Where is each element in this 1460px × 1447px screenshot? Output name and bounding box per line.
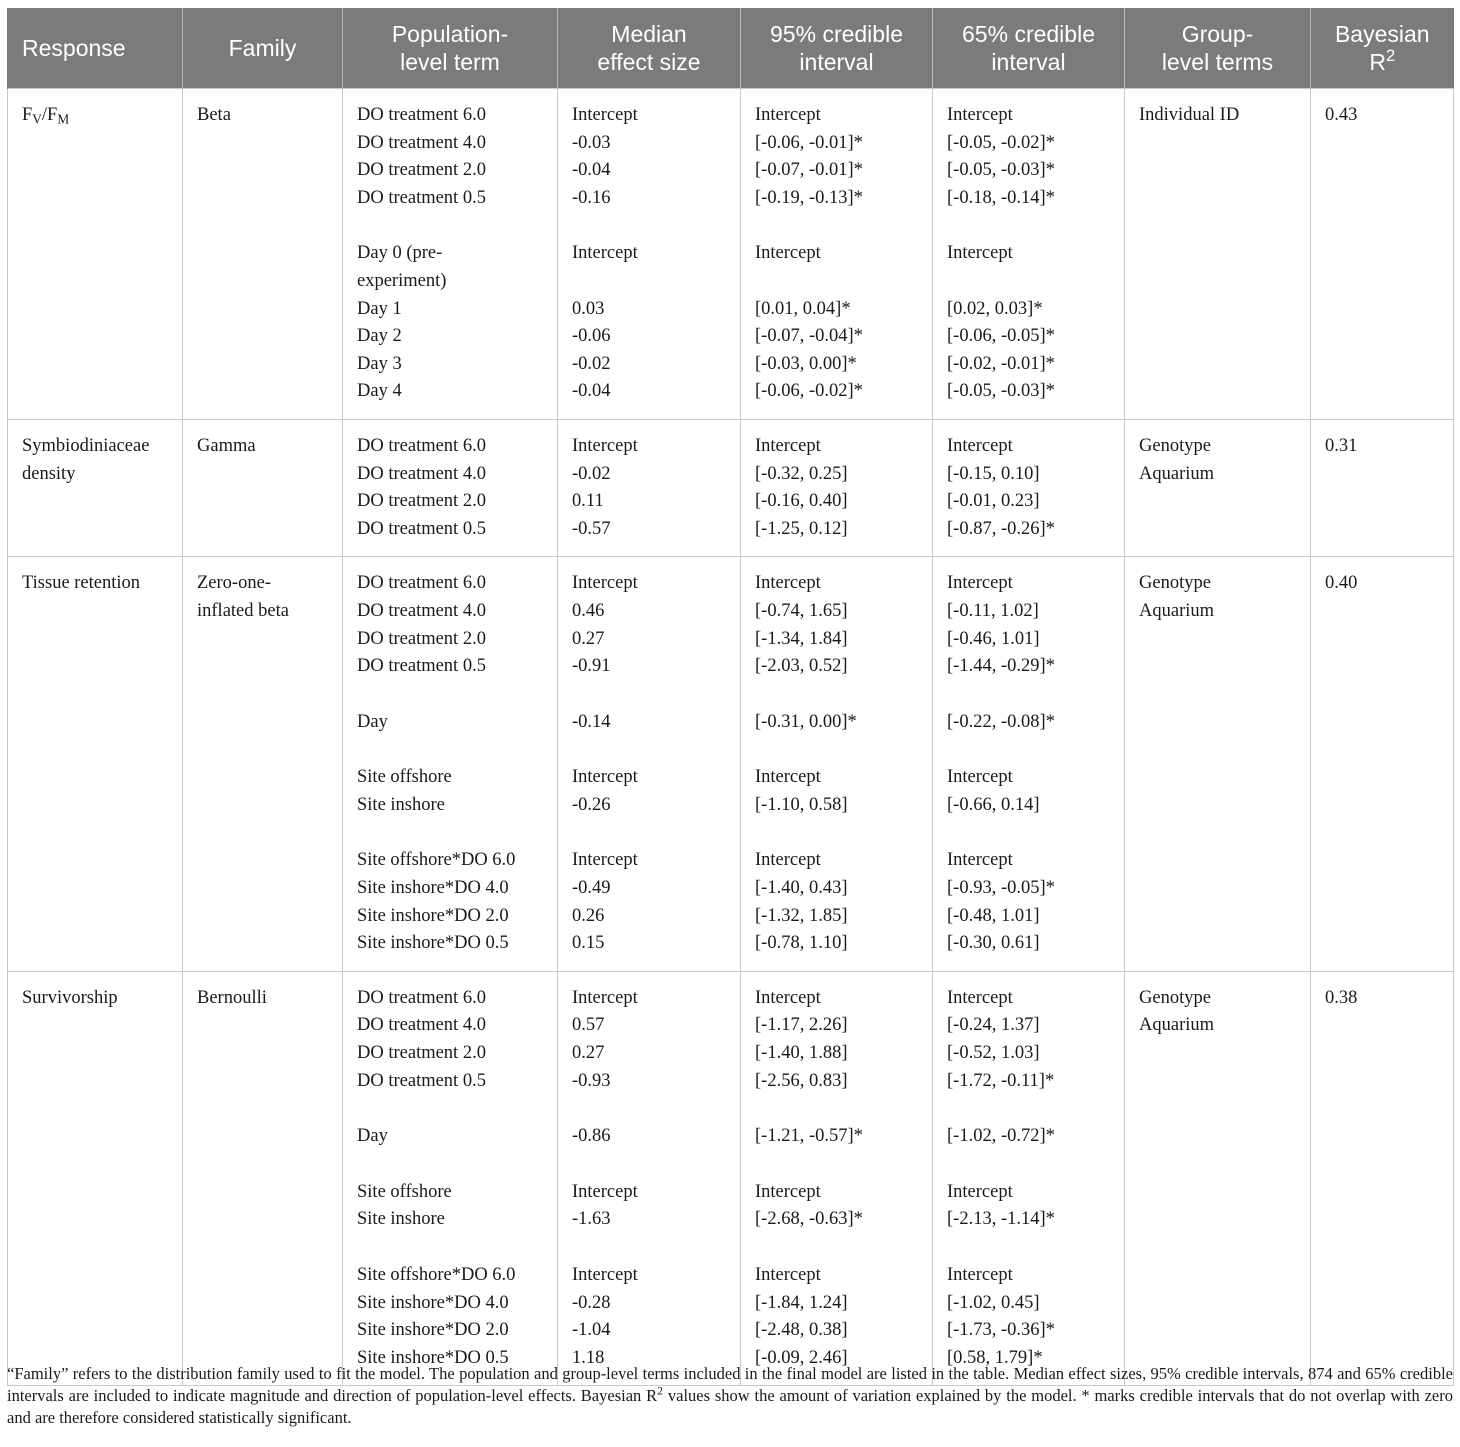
block-spacer bbox=[947, 1095, 1114, 1123]
response-text: Survivorship bbox=[22, 987, 118, 1008]
population-term: Day 4 bbox=[357, 381, 402, 402]
header-response: Response bbox=[8, 8, 183, 89]
median-effect: 0.11 bbox=[572, 491, 604, 512]
median-effect: -0.14 bbox=[572, 711, 611, 732]
ci65-value-cell bbox=[933, 419, 1125, 556]
group-term: Aquarium bbox=[1139, 463, 1215, 484]
response-sub-v: V bbox=[32, 111, 42, 127]
response-fv-fm bbox=[22, 102, 172, 130]
population-term-cell bbox=[343, 89, 558, 420]
population-term: Day 2 bbox=[357, 326, 402, 347]
caption-part1: “Family” refers to the distribution family used to fit the model. The population and group-level terms included in the final model are listed in the table. Median effect sizes, 95% credible intervals, 874 and 65% credible intervals are included to indicate magnitude and direction of population-level effects. Bayesian R bbox=[7, 1364, 1453, 1405]
r2-value: 0.43 bbox=[1325, 105, 1358, 125]
family-cell bbox=[183, 971, 343, 1386]
ci65-value: [-0.66, 0.14] bbox=[947, 794, 1040, 815]
ci95-value: [-0.03, 0.00]* bbox=[755, 353, 857, 374]
response-cell bbox=[8, 89, 183, 420]
header-r2-superscript: 2 bbox=[1385, 45, 1396, 65]
block-spacer bbox=[572, 819, 730, 847]
median-effect: -0.57 bbox=[572, 518, 611, 539]
header-ci65-line1: 65% credible bbox=[962, 21, 1095, 47]
median-effect: -0.02 bbox=[572, 353, 611, 374]
caption-superscript: 2 bbox=[657, 1383, 664, 1398]
ci65-value: [-0.15, 0.10] bbox=[947, 463, 1040, 484]
median-effect-cell bbox=[558, 89, 741, 420]
ci65-value: Intercept bbox=[947, 1181, 1013, 1202]
ci95-value: [-0.07, -0.04]* bbox=[755, 326, 863, 347]
population-term: DO treatment 2.0 bbox=[357, 160, 486, 181]
ci65-value: [-0.05, -0.02]* bbox=[947, 132, 1055, 153]
ci65-value: [-1.72, -0.11]* bbox=[947, 1070, 1055, 1091]
ci95-value: [-1.34, 1.84] bbox=[755, 628, 848, 649]
ci65-value: Intercept bbox=[947, 435, 1013, 456]
header-group-terms-line2: level terms bbox=[1161, 49, 1274, 75]
population-term: Day 1 bbox=[357, 298, 402, 319]
ci65-value: [-0.02, -0.01]* bbox=[947, 353, 1055, 374]
population-term-cell bbox=[343, 557, 558, 972]
median-effect: -0.02 bbox=[572, 463, 611, 484]
header-group-terms bbox=[1125, 8, 1311, 89]
ci65-value: [-1.02, -0.72]* bbox=[947, 1126, 1055, 1147]
median-effect-cell bbox=[558, 971, 741, 1386]
block-spacer bbox=[357, 819, 547, 847]
header-population-term bbox=[343, 8, 558, 89]
caption-part2: values show the amount of variation explained by the model. * marks credible intervals that do not overlap with zero and are therefore considered statistically significant. bbox=[7, 1386, 1453, 1427]
block-spacer bbox=[947, 1151, 1114, 1179]
ci95-value: [-1.25, 0.12] bbox=[755, 518, 848, 539]
median-effect: Intercept bbox=[572, 105, 638, 125]
ci95-value: [-0.78, 1.10] bbox=[755, 933, 848, 954]
median-effect: 0.03 bbox=[572, 298, 605, 319]
r2-value: 0.40 bbox=[1325, 573, 1358, 594]
group-term: Genotype bbox=[1139, 573, 1211, 594]
ci95-value: [-0.19, -0.13]* bbox=[755, 187, 863, 208]
family-text: Gamma bbox=[197, 435, 256, 456]
group-term: Individual ID bbox=[1139, 105, 1240, 125]
ci95-value: [-2.03, 0.52] bbox=[755, 656, 848, 677]
median-effect: -0.03 bbox=[572, 132, 611, 153]
median-effect: 1.18 bbox=[572, 1347, 605, 1368]
ci65-value: Intercept bbox=[947, 850, 1013, 871]
ci65-value: [-0.46, 1.01] bbox=[947, 628, 1040, 649]
block-spacer bbox=[357, 736, 547, 764]
block-spacer bbox=[947, 736, 1114, 764]
bayesian-r2-cell bbox=[1311, 89, 1454, 420]
header-group-terms-line1: Group- bbox=[1181, 21, 1254, 47]
response-main: F bbox=[22, 105, 33, 125]
header-ci95-line1: 95% credible bbox=[770, 21, 903, 47]
population-term: DO treatment 0.5 bbox=[357, 518, 486, 539]
median-effect-cell bbox=[558, 419, 741, 556]
ci95-value: [-0.74, 1.65] bbox=[755, 600, 848, 621]
median-effect: -0.26 bbox=[572, 794, 611, 815]
population-term: DO treatment 4.0 bbox=[357, 600, 486, 621]
ci95-value: [-0.06, -0.02]* bbox=[755, 381, 863, 402]
header-r2-line1: Bayesian bbox=[1334, 21, 1430, 47]
ci95-value: Intercept bbox=[755, 243, 821, 264]
ci65-value: [-0.05, -0.03]* bbox=[947, 160, 1055, 181]
median-effect: -0.91 bbox=[572, 656, 611, 677]
ci65-value: [0.02, 0.03]* bbox=[947, 298, 1043, 319]
population-term: Site offshore bbox=[357, 1181, 452, 1202]
ci65-value-blank bbox=[947, 268, 1114, 296]
ci95-value: Intercept bbox=[755, 573, 821, 594]
ci95-value: [-1.21, -0.57]* bbox=[755, 1126, 863, 1147]
population-term: Day bbox=[357, 1126, 388, 1147]
ci65-value: Intercept bbox=[947, 105, 1013, 125]
ci65-value: [-0.18, -0.14]* bbox=[947, 187, 1055, 208]
median-effect: Intercept bbox=[572, 987, 638, 1008]
bayesian-r2-cell bbox=[1311, 557, 1454, 972]
group-term: Genotype bbox=[1139, 435, 1211, 456]
group-term: Aquarium bbox=[1139, 600, 1215, 621]
r2-value: 0.31 bbox=[1325, 435, 1358, 456]
median-effect: -1.04 bbox=[572, 1320, 611, 1341]
table-row bbox=[8, 557, 1454, 972]
block-spacer bbox=[947, 819, 1114, 847]
family-text: Zero-one- bbox=[197, 573, 271, 594]
ci95-value: [-1.84, 1.24] bbox=[755, 1292, 848, 1313]
median-effect: 0.26 bbox=[572, 905, 605, 926]
population-term: DO treatment 0.5 bbox=[357, 1070, 486, 1091]
ci95-value: [-2.56, 0.83] bbox=[755, 1070, 848, 1091]
ci65-value: [0.58, 1.79]* bbox=[947, 1347, 1043, 1368]
median-effect: -1.63 bbox=[572, 1209, 611, 1230]
block-spacer bbox=[357, 1151, 547, 1179]
population-term: DO treatment 6.0 bbox=[357, 435, 486, 456]
ci65-value: [-0.22, -0.08]* bbox=[947, 711, 1055, 732]
response-sub-m: M bbox=[57, 111, 70, 127]
ci65-value: [-0.52, 1.03] bbox=[947, 1043, 1040, 1064]
response-text: Tissue retention bbox=[22, 573, 141, 594]
population-term-cell bbox=[343, 419, 558, 556]
ci95-value: [-1.40, 0.43] bbox=[755, 878, 848, 899]
table-caption bbox=[7, 1363, 1453, 1429]
header-family: Family bbox=[183, 8, 343, 89]
population-term: DO treatment 2.0 bbox=[357, 1043, 486, 1064]
ci65-value: Intercept bbox=[947, 767, 1013, 788]
group-terms-cell bbox=[1125, 89, 1311, 420]
median-effect: 0.57 bbox=[572, 1015, 605, 1036]
block-spacer bbox=[572, 736, 730, 764]
header-ci95 bbox=[741, 8, 933, 89]
family-cell bbox=[183, 557, 343, 972]
response-cell bbox=[8, 557, 183, 972]
group-term: Aquarium bbox=[1139, 1015, 1215, 1036]
ci65-value: Intercept bbox=[947, 243, 1013, 264]
ci65-value: [-0.01, 0.23] bbox=[947, 491, 1040, 512]
ci65-value-cell bbox=[933, 89, 1125, 420]
population-term: Site inshore*DO 2.0 bbox=[357, 1320, 509, 1341]
header-median bbox=[558, 8, 741, 89]
population-term: DO treatment 4.0 bbox=[357, 1015, 486, 1036]
median-effect: -0.06 bbox=[572, 326, 611, 347]
population-term: DO treatment 0.5 bbox=[357, 656, 486, 677]
block-spacer bbox=[755, 212, 922, 240]
population-term: Site inshore*DO 0.5 bbox=[357, 933, 509, 954]
ci95-value: [-0.07, -0.01]* bbox=[755, 160, 863, 181]
header-ci65-line2: interval bbox=[991, 49, 1066, 75]
ci95-value: [-1.32, 1.85] bbox=[755, 905, 848, 926]
block-spacer bbox=[357, 212, 547, 240]
block-spacer bbox=[755, 736, 922, 764]
ci65-value: [-0.11, 1.02] bbox=[947, 600, 1039, 621]
ci95-value: [-0.16, 0.40] bbox=[755, 491, 848, 512]
population-term: Site inshore*DO 4.0 bbox=[357, 878, 509, 899]
group-terms-cell bbox=[1125, 419, 1311, 556]
population-term: DO treatment 4.0 bbox=[357, 463, 486, 484]
block-spacer bbox=[357, 1234, 547, 1262]
population-term: Site offshore*DO 6.0 bbox=[357, 850, 516, 871]
median-effect: 0.46 bbox=[572, 600, 605, 621]
block-spacer bbox=[357, 681, 547, 709]
table-row bbox=[8, 971, 1454, 1386]
population-term: Site inshore*DO 0.5 bbox=[357, 1347, 509, 1368]
population-term: Site offshore bbox=[357, 767, 452, 788]
ci95-value: Intercept bbox=[755, 767, 821, 788]
median-effect: 0.27 bbox=[572, 1043, 605, 1064]
ci65-value: [-0.05, -0.03]* bbox=[947, 381, 1055, 402]
header-row bbox=[8, 8, 1454, 89]
block-spacer bbox=[947, 1234, 1114, 1262]
population-term: Site inshore bbox=[357, 1209, 445, 1230]
header-bayesian-r2 bbox=[1311, 8, 1454, 89]
block-spacer bbox=[572, 1151, 730, 1179]
ci95-value-cell bbox=[741, 557, 933, 972]
ci65-value: [-0.48, 1.01] bbox=[947, 905, 1040, 926]
median-effect: Intercept bbox=[572, 243, 638, 264]
median-effect: 0.27 bbox=[572, 628, 605, 649]
header-ci95-line2: interval bbox=[799, 49, 874, 75]
median-effect: Intercept bbox=[572, 1265, 638, 1285]
header-median-line2: effect size bbox=[597, 49, 701, 75]
family-text: inflated beta bbox=[197, 600, 289, 621]
median-effect: -0.16 bbox=[572, 187, 611, 208]
family-text: Bernoulli bbox=[197, 987, 267, 1008]
ci95-value: [-1.40, 1.88] bbox=[755, 1043, 848, 1064]
ci95-value: [-1.10, 0.58] bbox=[755, 794, 848, 815]
family-cell bbox=[183, 89, 343, 420]
ci65-value-cell bbox=[933, 557, 1125, 972]
response-cell bbox=[8, 419, 183, 556]
ci65-value: Intercept bbox=[947, 573, 1013, 594]
response-separator: /F bbox=[41, 105, 58, 125]
table-row bbox=[8, 89, 1454, 420]
median-effect: Intercept bbox=[572, 435, 638, 456]
population-term: Site inshore*DO 2.0 bbox=[357, 905, 509, 926]
population-term: Site offshore*DO 6.0 bbox=[357, 1265, 516, 1285]
population-term: Day 3 bbox=[357, 353, 402, 374]
population-term-cell bbox=[343, 971, 558, 1386]
ci95-value-blank bbox=[755, 268, 922, 296]
ci95-value-cell bbox=[741, 89, 933, 420]
ci95-value: [-0.06, -0.01]* bbox=[755, 132, 863, 153]
block-spacer bbox=[755, 1151, 922, 1179]
ci65-value: [-0.30, 0.61] bbox=[947, 933, 1040, 954]
ci65-value: [-1.44, -0.29]* bbox=[947, 656, 1055, 677]
median-effect: -0.49 bbox=[572, 878, 611, 899]
group-terms-cell bbox=[1125, 557, 1311, 972]
population-term: DO treatment 4.0 bbox=[357, 132, 486, 153]
block-spacer bbox=[357, 1095, 547, 1123]
median-effect: -0.28 bbox=[572, 1292, 611, 1313]
ci65-value: [-0.24, 1.37] bbox=[947, 1015, 1040, 1036]
block-spacer bbox=[572, 212, 730, 240]
block-spacer bbox=[572, 1095, 730, 1123]
population-term: Site inshore bbox=[357, 794, 445, 815]
block-spacer bbox=[947, 212, 1114, 240]
ci95-value: Intercept bbox=[755, 1265, 821, 1285]
population-term: DO treatment 6.0 bbox=[357, 105, 486, 125]
results-table bbox=[7, 8, 1454, 1386]
response-text: density bbox=[22, 463, 76, 484]
bayesian-r2-cell bbox=[1311, 419, 1454, 556]
block-spacer bbox=[755, 681, 922, 709]
median-effect-cell bbox=[558, 557, 741, 972]
median-effect: 0.15 bbox=[572, 933, 605, 954]
family-text: Beta bbox=[197, 105, 231, 125]
population-term: DO treatment 6.0 bbox=[357, 573, 486, 594]
population-term: Site inshore*DO 4.0 bbox=[357, 1292, 509, 1313]
ci65-value: [-1.73, -0.36]* bbox=[947, 1320, 1055, 1341]
response-cell bbox=[8, 971, 183, 1386]
group-term: Genotype bbox=[1139, 987, 1211, 1008]
ci95-value: [-0.09, 2.46] bbox=[755, 1347, 848, 1368]
table-row bbox=[8, 419, 1454, 556]
median-effect: Intercept bbox=[572, 767, 638, 788]
header-ci65 bbox=[933, 8, 1125, 89]
median-effect: -0.93 bbox=[572, 1070, 611, 1091]
ci95-value: [-2.68, -0.63]* bbox=[755, 1209, 863, 1230]
ci95-value-cell bbox=[741, 971, 933, 1386]
median-effect: Intercept bbox=[572, 850, 638, 871]
population-term: DO treatment 0.5 bbox=[357, 187, 486, 208]
ci95-value: Intercept bbox=[755, 435, 821, 456]
median-effect: -0.04 bbox=[572, 160, 611, 181]
population-term: DO treatment 2.0 bbox=[357, 491, 486, 512]
ci95-value: Intercept bbox=[755, 105, 821, 125]
ci65-value: [-0.93, -0.05]* bbox=[947, 878, 1055, 899]
response-text: Symbiodiniaceae bbox=[22, 435, 150, 456]
median-effect: Intercept bbox=[572, 1181, 638, 1202]
ci95-value: [-0.32, 0.25] bbox=[755, 463, 848, 484]
block-spacer bbox=[572, 1234, 730, 1262]
group-terms-cell bbox=[1125, 971, 1311, 1386]
ci95-value: [-2.48, 0.38] bbox=[755, 1320, 848, 1341]
population-term: Day 0 (pre- bbox=[357, 243, 443, 264]
block-spacer bbox=[755, 1095, 922, 1123]
block-spacer bbox=[947, 681, 1114, 709]
header-r2-symbol: R bbox=[1369, 49, 1386, 75]
ci95-value: [-0.31, 0.00]* bbox=[755, 711, 857, 732]
r2-value: 0.38 bbox=[1325, 987, 1358, 1008]
block-spacer bbox=[572, 681, 730, 709]
family-cell bbox=[183, 419, 343, 556]
bayesian-r2-cell bbox=[1311, 971, 1454, 1386]
header-population-term-line1: Population- bbox=[391, 21, 509, 47]
ci95-value: [0.01, 0.04]* bbox=[755, 298, 851, 319]
median-effect: Intercept bbox=[572, 573, 638, 594]
header-median-line1: Median bbox=[611, 21, 687, 47]
ci95-value: Intercept bbox=[755, 850, 821, 871]
ci65-value: Intercept bbox=[947, 1265, 1013, 1285]
population-term: Day bbox=[357, 711, 388, 732]
median-effect: -0.86 bbox=[572, 1126, 611, 1147]
block-spacer bbox=[755, 819, 922, 847]
median-effect: -0.04 bbox=[572, 381, 611, 402]
population-term: DO treatment 2.0 bbox=[357, 628, 486, 649]
ci95-value: Intercept bbox=[755, 1181, 821, 1202]
ci65-value: [-1.02, 0.45] bbox=[947, 1292, 1040, 1313]
ci65-value-cell bbox=[933, 971, 1125, 1386]
header-r2-line2 bbox=[1317, 45, 1448, 76]
ci95-value: [-1.17, 2.26] bbox=[755, 1015, 848, 1036]
ci65-value: [-2.13, -1.14]* bbox=[947, 1209, 1055, 1230]
ci65-value: [-0.87, -0.26]* bbox=[947, 518, 1055, 539]
block-spacer bbox=[755, 1234, 922, 1262]
median-effect-blank bbox=[572, 268, 730, 296]
population-term: DO treatment 6.0 bbox=[357, 987, 486, 1008]
ci65-value: [-0.06, -0.05]* bbox=[947, 326, 1055, 347]
ci95-value-cell bbox=[741, 419, 933, 556]
ci95-value: Intercept bbox=[755, 987, 821, 1008]
population-term: experiment) bbox=[357, 270, 447, 291]
table-body bbox=[8, 89, 1454, 1386]
ci65-value: Intercept bbox=[947, 987, 1013, 1008]
header-population-term-line2: level term bbox=[400, 49, 500, 75]
